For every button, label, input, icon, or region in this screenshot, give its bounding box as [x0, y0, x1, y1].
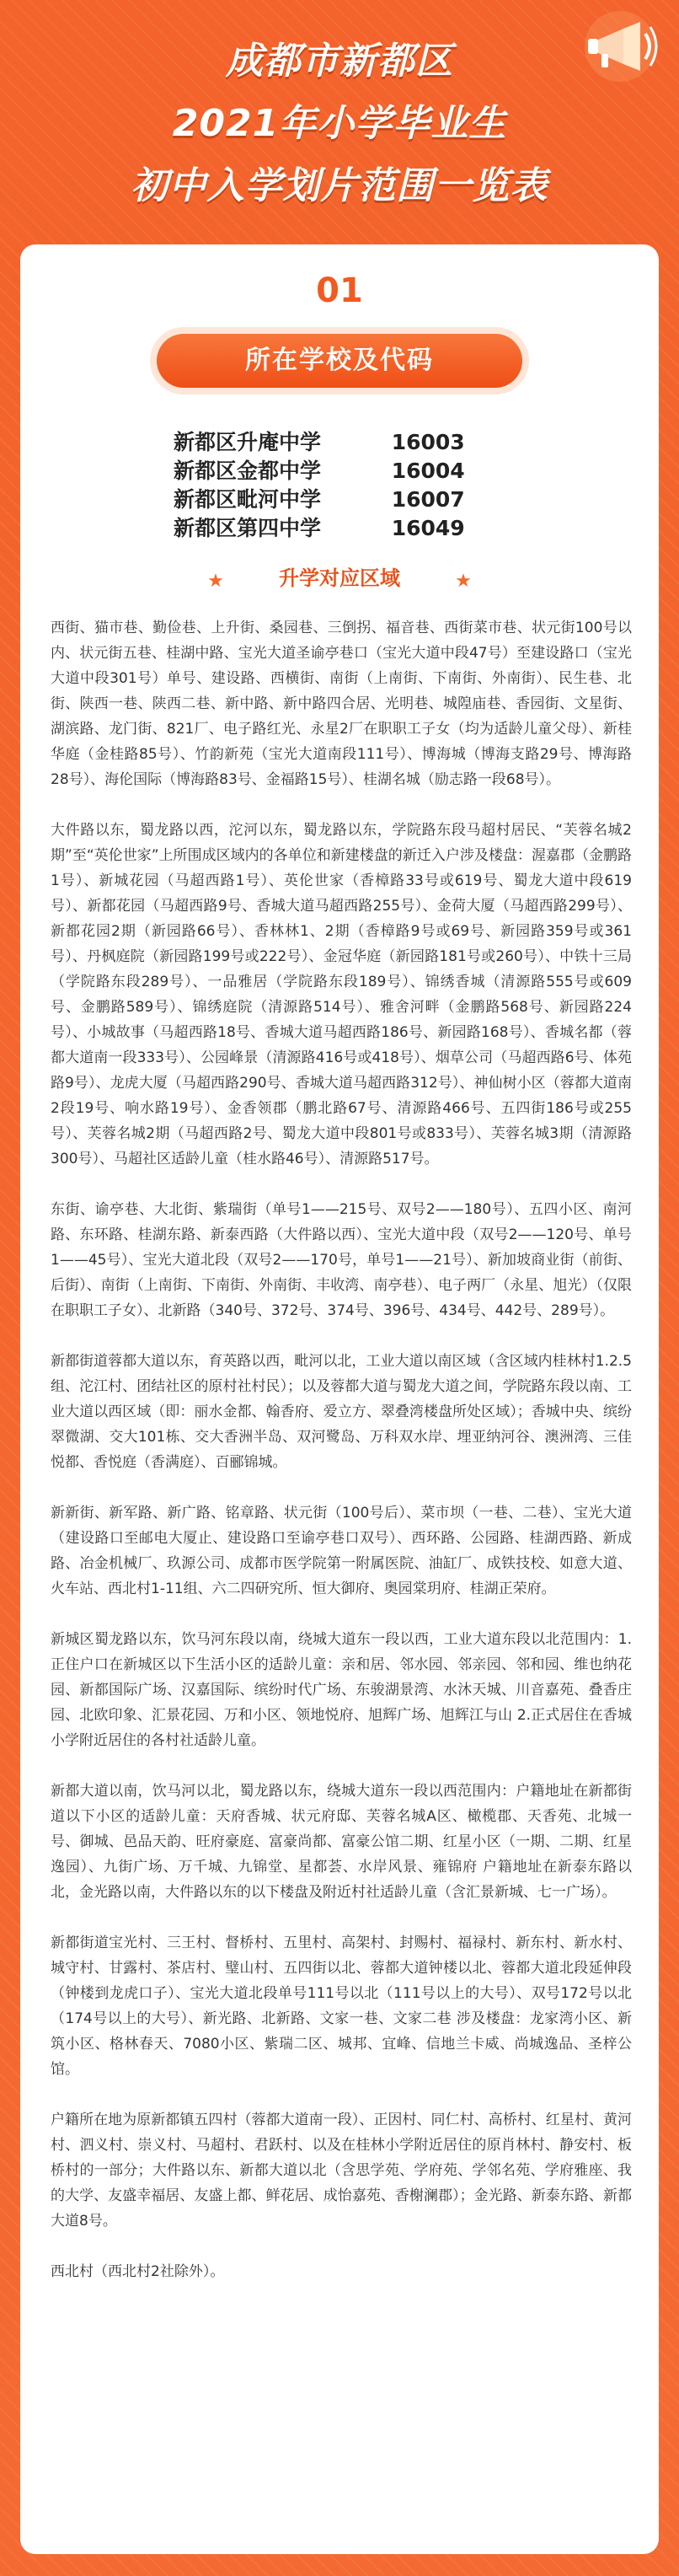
school-name: 新都区升庵中学	[174, 430, 322, 454]
region-paragraph: 新新街、新军路、新广路、铭章路、状元街（100号后）、菜市坝（一巷、二巷）、宝光大道（建设路口至邮电大厦止、建设路口至谕亭巷口双号）、西环路、公园路、桂湖西路、新成路、冶金机械厂、玖源公司、成都市医学院第一附属医院、油缸厂、成铁技校、如意大道、火车站、西北村1-11组、六二四研究所、恒大御府、奥园棠玥府、桂湖正荣府。	[51, 1505, 632, 1597]
school-code: 16003	[391, 430, 465, 454]
school-name: 新都区毗河中学	[174, 487, 322, 512]
region-paragraph: 西街、猫市巷、勤俭巷、上升街、桑园巷、三倒拐、福音巷、西街菜市巷、状元街100号以内、状元街五巷、桂湖中路、宝光大道圣谕亭巷口（宝光大道中段47号）至建设路口（宝光大道中段301号）单号、建设路、西横街、南街（上南街、下南街、外南街）、民生巷、北街、陕西一巷、陕西二巷、新中路、新中路四合居、光明巷、城隍庙巷、香园街、文星街、湖滨路、龙门街、821厂、电子路红光、永星2厂在职职工子女（均为适龄儿童父母）、新桂华庭（金桂路85号）、竹韵新苑（宝光大道南段111号）、博海城（博海支路29号、博海路28号）、海伦国际（博海路83号、金福路15号）、桂湖名城（励志路一段68号）。	[51, 620, 632, 788]
star-icon: ★	[455, 570, 472, 592]
star-icon: ★	[207, 570, 224, 592]
subheading-text: 升学对应区域	[279, 566, 400, 590]
title-line-1: 成都市新都区	[226, 40, 453, 83]
school-code: 16004	[391, 459, 465, 483]
section-title-pill	[150, 327, 529, 394]
school-name: 新都区第四中学	[174, 516, 322, 540]
school-name: 新都区金都中学	[174, 459, 322, 483]
school-row	[174, 514, 527, 543]
school-row	[174, 428, 527, 457]
title-line-2: 2021年小学毕业生	[172, 102, 507, 145]
region-paragraph: 东街、谕亭巷、大北街、紫瑞街（单号1——215号、双号2——180号）、五四小区、南河路、东环路、桂湖东路、新泰西路（大件路以西）、宝光大道中段（双号2——120号、单号1——45号）、宝光大道北段（双号2——170号，单号1——21号）、新加坡商业街（前街、后街）、南街（上南街、下南街、外南街、丰收湾、南亭巷）、电子两厂（永星、旭光）（仅限在职职工子女）、北新路（340号、372号、374号、396号、434号、442号、289号）。	[51, 1201, 632, 1319]
region-paragraph: 新都街道蓉都大道以东，育英路以西，毗河以北，工业大道以南区域（含区域内桂林村1.2.5组、沱江村、团结社区的原村社村民）；以及蓉都大道与蜀龙大道之间，学院路东段以南、工业大道以西区域（即：丽水金都、翰香府、爱立方、翠叠湾楼盘所处区域）；香城中央、缤纷翠微湖、交大101栋、交大香洲半岛、双河鹭岛、万科双水岸、埋亚纳河谷、澳洲湾、三佳悦都、香悦庭（香满庭）、百郦锦城。	[51, 1353, 632, 1471]
region-paragraph: 户籍所在地为原新都镇五四村（蓉都大道南一段）、正因村、同仁村、高桥村、红星村、黄河村、泗义村、崇义村、马超村、君跃村、以及在桂林小学附近居住的原肖林村、静安村、板桥村的一部分；大件路以东、新都大道以北（含思学苑、学府苑、学邻名苑、学府雅座、我的大学、友盛幸福居、友盛上都、鲜花居、成怡嘉苑、香榭澜郡）；金光路、新泰东路、新都大道8号。	[51, 2112, 632, 2230]
region-paragraph: 新城区蜀龙路以东，饮马河东段以南，绕城大道东一段以西，工业大道东段以北范围内：1.正住户口在新城区以下生活小区的适龄儿童：亲和居、邻水园、邻亲园、邻和园、维也纳花园、新都国际广场、汉嘉国际、缤纷时代广场、东骏湖景湾、水沐天城、川音嘉苑、叠香庄园、北欧印象、汇景花园、万和小区、领地悦府、旭辉广场、旭辉江与山 2.正式居住在香城小学附近居住的各村社适龄儿童。	[51, 1631, 632, 1749]
school-row	[174, 457, 527, 486]
school-row	[174, 486, 527, 514]
region-sections	[51, 615, 632, 2284]
header	[0, 0, 679, 219]
region-paragraph: 新都街道宝光村、三王村、督桥村、五里村、高架村、封赐村、福禄村、新东村、新水村、城守村、甘露村、茶店村、璧山村、五四街以北、蓉都大道钟楼以北、蓉都大道北段延伸段（钟楼到龙虎口子）、宝光大道北段单号111号以北（111号以上的大号）、双号172号以北（174号以上的大号）、新光路、北新路、文家一巷、文家二巷 涉及楼盘：龙家湾小区、新筑小区、格林春天、7080小区、紫瑞二区、城邦、宜峰、信地兰卡威、尚城逸品、圣梓公馆。	[51, 1935, 632, 2078]
subheading	[20, 561, 659, 595]
section-number: 01	[316, 271, 363, 310]
region-paragraph: 新都大道以南，饮马河以北，蜀龙路以东，绕城大道东一段以西范围内：户籍地址在新都街道以下小区的适龄儿童：天府香城、状元府邸、芙蓉名城A区、橄榄郡、天香苑、北城一号、御城、邑品天韵、旺府豪庭、富豪尚都、富豪公馆二期、红星小区（一期、二期、红星逸园）、九街广场、万千城、九锦堂、星都荟、水岸风景、雍锦府 户籍地址在新泰东路以北，金光路以南，大件路以东的以下楼盘及附近村社适龄儿童（含汇景新城、七一广场）。	[51, 1783, 632, 1901]
region-paragraph: 西北村（西北村2社除外）。	[51, 2263, 225, 2280]
school-code: 16049	[391, 516, 465, 540]
content-card	[20, 244, 659, 2554]
region-paragraph: 大件路以东，蜀龙路以西，沱河以东，蜀龙路以东，学院路东段马超村居民、“芙蓉名城2期”至“英伦世家”上所围成区域内的各单位和新建楼盘的新迁入户涉及楼盘：渥嘉郡（金鹏路1号）、新城花园（马超西路1号）、英伦世家（香樟路33号或619号、蜀龙大道中段619号）、新都花园（马超西路9号、香城大道马超西路255号）、金荷大厦（马超西路299号）、新都花园2期（新园路66号）、香林林1、2期（香樟路9号或69号、新园路359号或361号）、丹枫庭院（新园路199号或222号）、金冠华庭（新园路181号或260号）、中铁十三局（学院路东段289号）、一品雅居（学院路东段189号）、锦绣香城（清源路555号或609号、金鹏路589号）、锦绣庭院（清源路514号）、雅舍河畔（金鹏路568号、新园路224号）、小城故事（马超西路18号、香城大道马超西路186号、新园路168号）、香城名都（蓉都大道南一段333号）、公园峰景（清源路416号或418号）、烟草公司（马超西路6号、体苑路9号）、龙虎大厦（马超西路290号、香城大道马超西路312号）、神仙树小区（蓉都大道南2段19号、响水路19号）、金香领郡（鹏北路67号、清源路466号、五四街186号或255号）、芙蓉名城2期（马超西路2号、蜀龙大道中段801号或833号）、芙蓉名城3期（清源路300号）、马超社区适龄儿童（桂水路46号）、清源路517号。	[51, 822, 632, 1167]
section-title: 所在学校及代码	[157, 334, 522, 388]
school-list	[174, 428, 527, 543]
title-line-3: 初中入学划片范围一览表	[131, 164, 548, 207]
school-code: 16007	[391, 487, 465, 512]
